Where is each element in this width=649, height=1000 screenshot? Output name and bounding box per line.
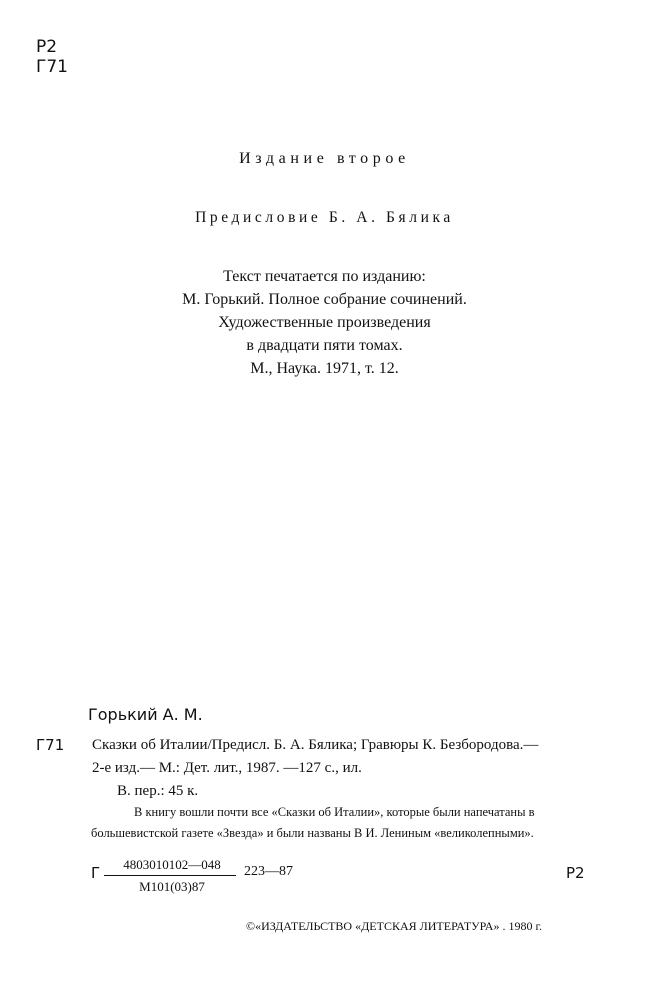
index-letter: Г <box>91 864 101 882</box>
fraction-line <box>104 875 236 876</box>
author-code-top: Г71 <box>36 57 68 77</box>
classification-code-top: Р2 <box>36 37 58 57</box>
source-note-line: М., Наука. 1971, т. 12. <box>250 360 399 377</box>
index-number: 223—87 <box>244 864 293 879</box>
catalog-author: Горький А. М. <box>88 705 203 724</box>
catalog-title-line: Сказки об Италии/Предисл. Б. А. Бялика; Гравюры К. Безбородова.— <box>92 737 539 753</box>
source-note-line: М. Горький. Полное собрание сочинений. <box>182 291 467 308</box>
annotation-line: В книгу вошли почти все «Сказки об Италии», которые были напечатаны в <box>134 805 535 819</box>
annotation-line: большевистской газете «Звезда» и были названы В И. Лениным «великолепными». <box>91 826 534 840</box>
source-note-line: Текст печатается по изданию: <box>223 268 426 285</box>
source-note-line: Художественные произведения <box>218 314 431 331</box>
edition-label: Издание второе <box>239 150 410 167</box>
catalog-edition-line: 2-е изд.— М.: Дет. лит., 1987. —127 с., ил. <box>92 760 362 776</box>
catalog-price: В. пер.: 45 к. <box>117 783 199 799</box>
source-note-line: в двадцати пяти томах. <box>246 337 403 354</box>
preface-credit: Предисловие Б. А. Бялика <box>195 209 454 226</box>
classification-code-bottom: Р2 <box>566 864 585 882</box>
catalog-author-code: Г71 <box>36 736 65 754</box>
index-denominator: М101(03)87 <box>139 879 205 894</box>
copyright-line: ©«ИЗДАТЕЛЬСТВО «ДЕТСКАЯ ЛИТЕРАТУРА» . 1980 г. <box>246 919 543 933</box>
index-numerator: 4803010102—048 <box>123 857 221 872</box>
